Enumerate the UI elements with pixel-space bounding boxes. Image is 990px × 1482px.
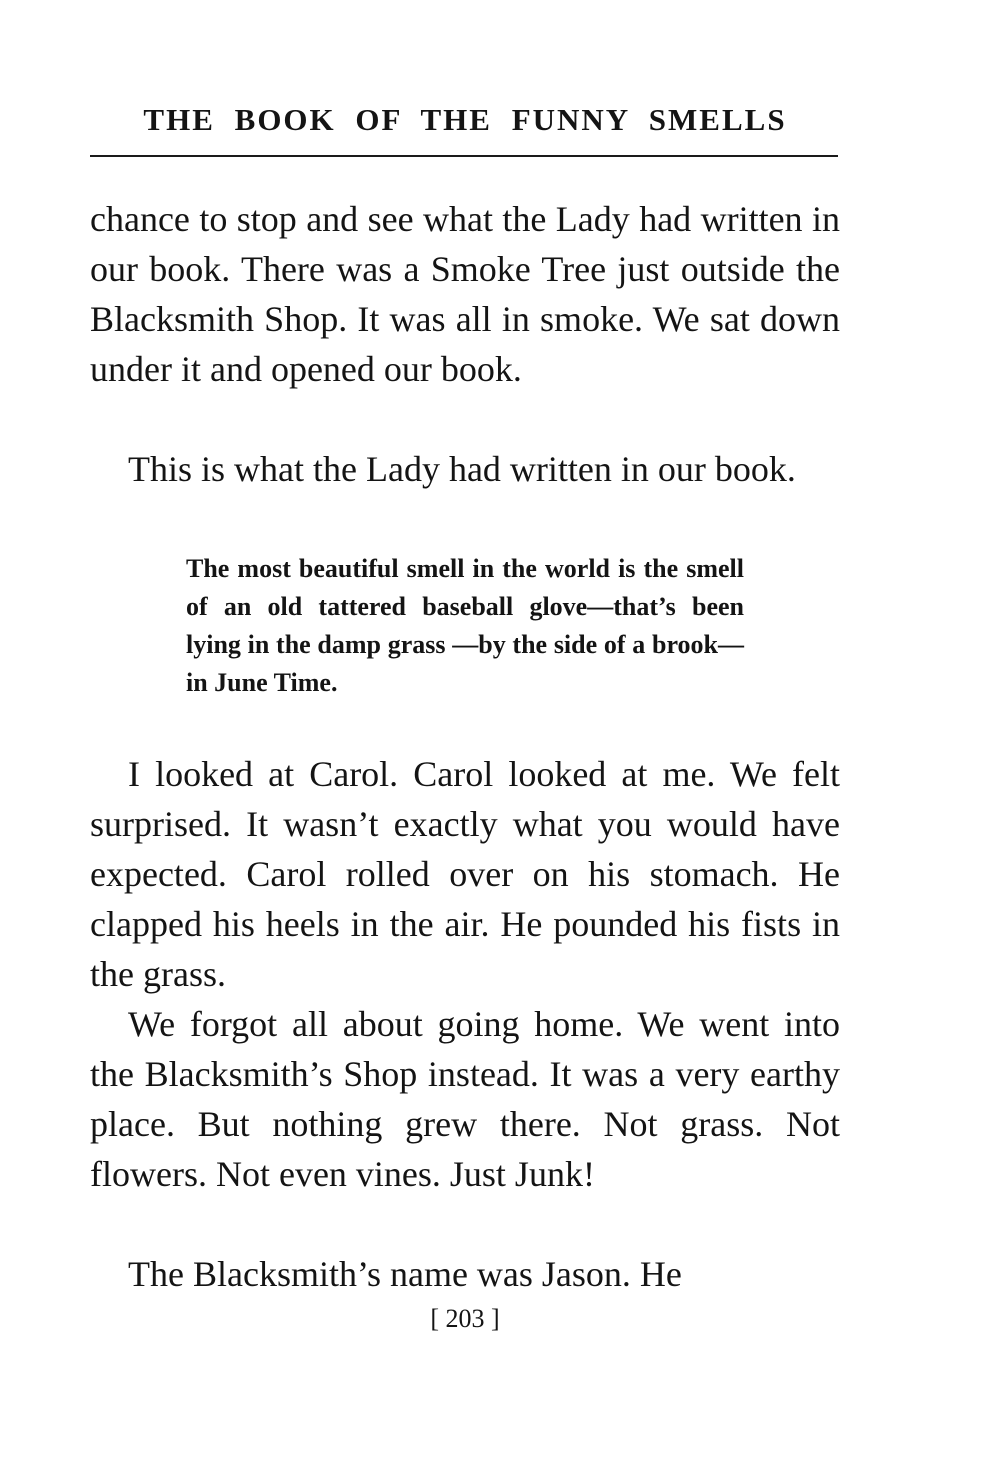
paragraph-lady-wrote: This is what the Lady had written in our book. <box>128 449 796 489</box>
paragraph-blacksmith-name: The Blacksmith’s name was Jason. He <box>128 1254 682 1294</box>
page-number: [ 203 ] <box>430 1304 500 1333</box>
paragraph-continued: chance to stop and see what the Lady had written in our book. There was a Smoke Tree just outside the Blacksmith Shop. It was all in smoke. We sat down under it and opened our book. <box>90 199 840 389</box>
paragraph-blacksmith-shop: We forgot all about going home. We went into the Blacksmith’s Shop instead. It was a very earthy place. But nothing grew there. Not grass. Not flowers. Not even vines. Just Junk! <box>90 1004 840 1194</box>
running-head: THE BOOK OF THE FUNNY SMELLS <box>143 102 787 137</box>
paragraph-carol: I looked at Carol. Carol looked at me. We felt surprised. It wasn’t exactly what you would have expected. Carol rolled over on his stomach. He clapped his heels in the air. He pounded his fists in the grass. <box>90 754 840 994</box>
header-rule <box>90 155 838 157</box>
quoted-inscription: The most beautiful smell in the world is the smell of an old tattered baseball glove—that’s been lying in the damp grass —by the side of a brook—in June Time. <box>186 554 744 697</box>
page-content <box>90 0 840 1482</box>
